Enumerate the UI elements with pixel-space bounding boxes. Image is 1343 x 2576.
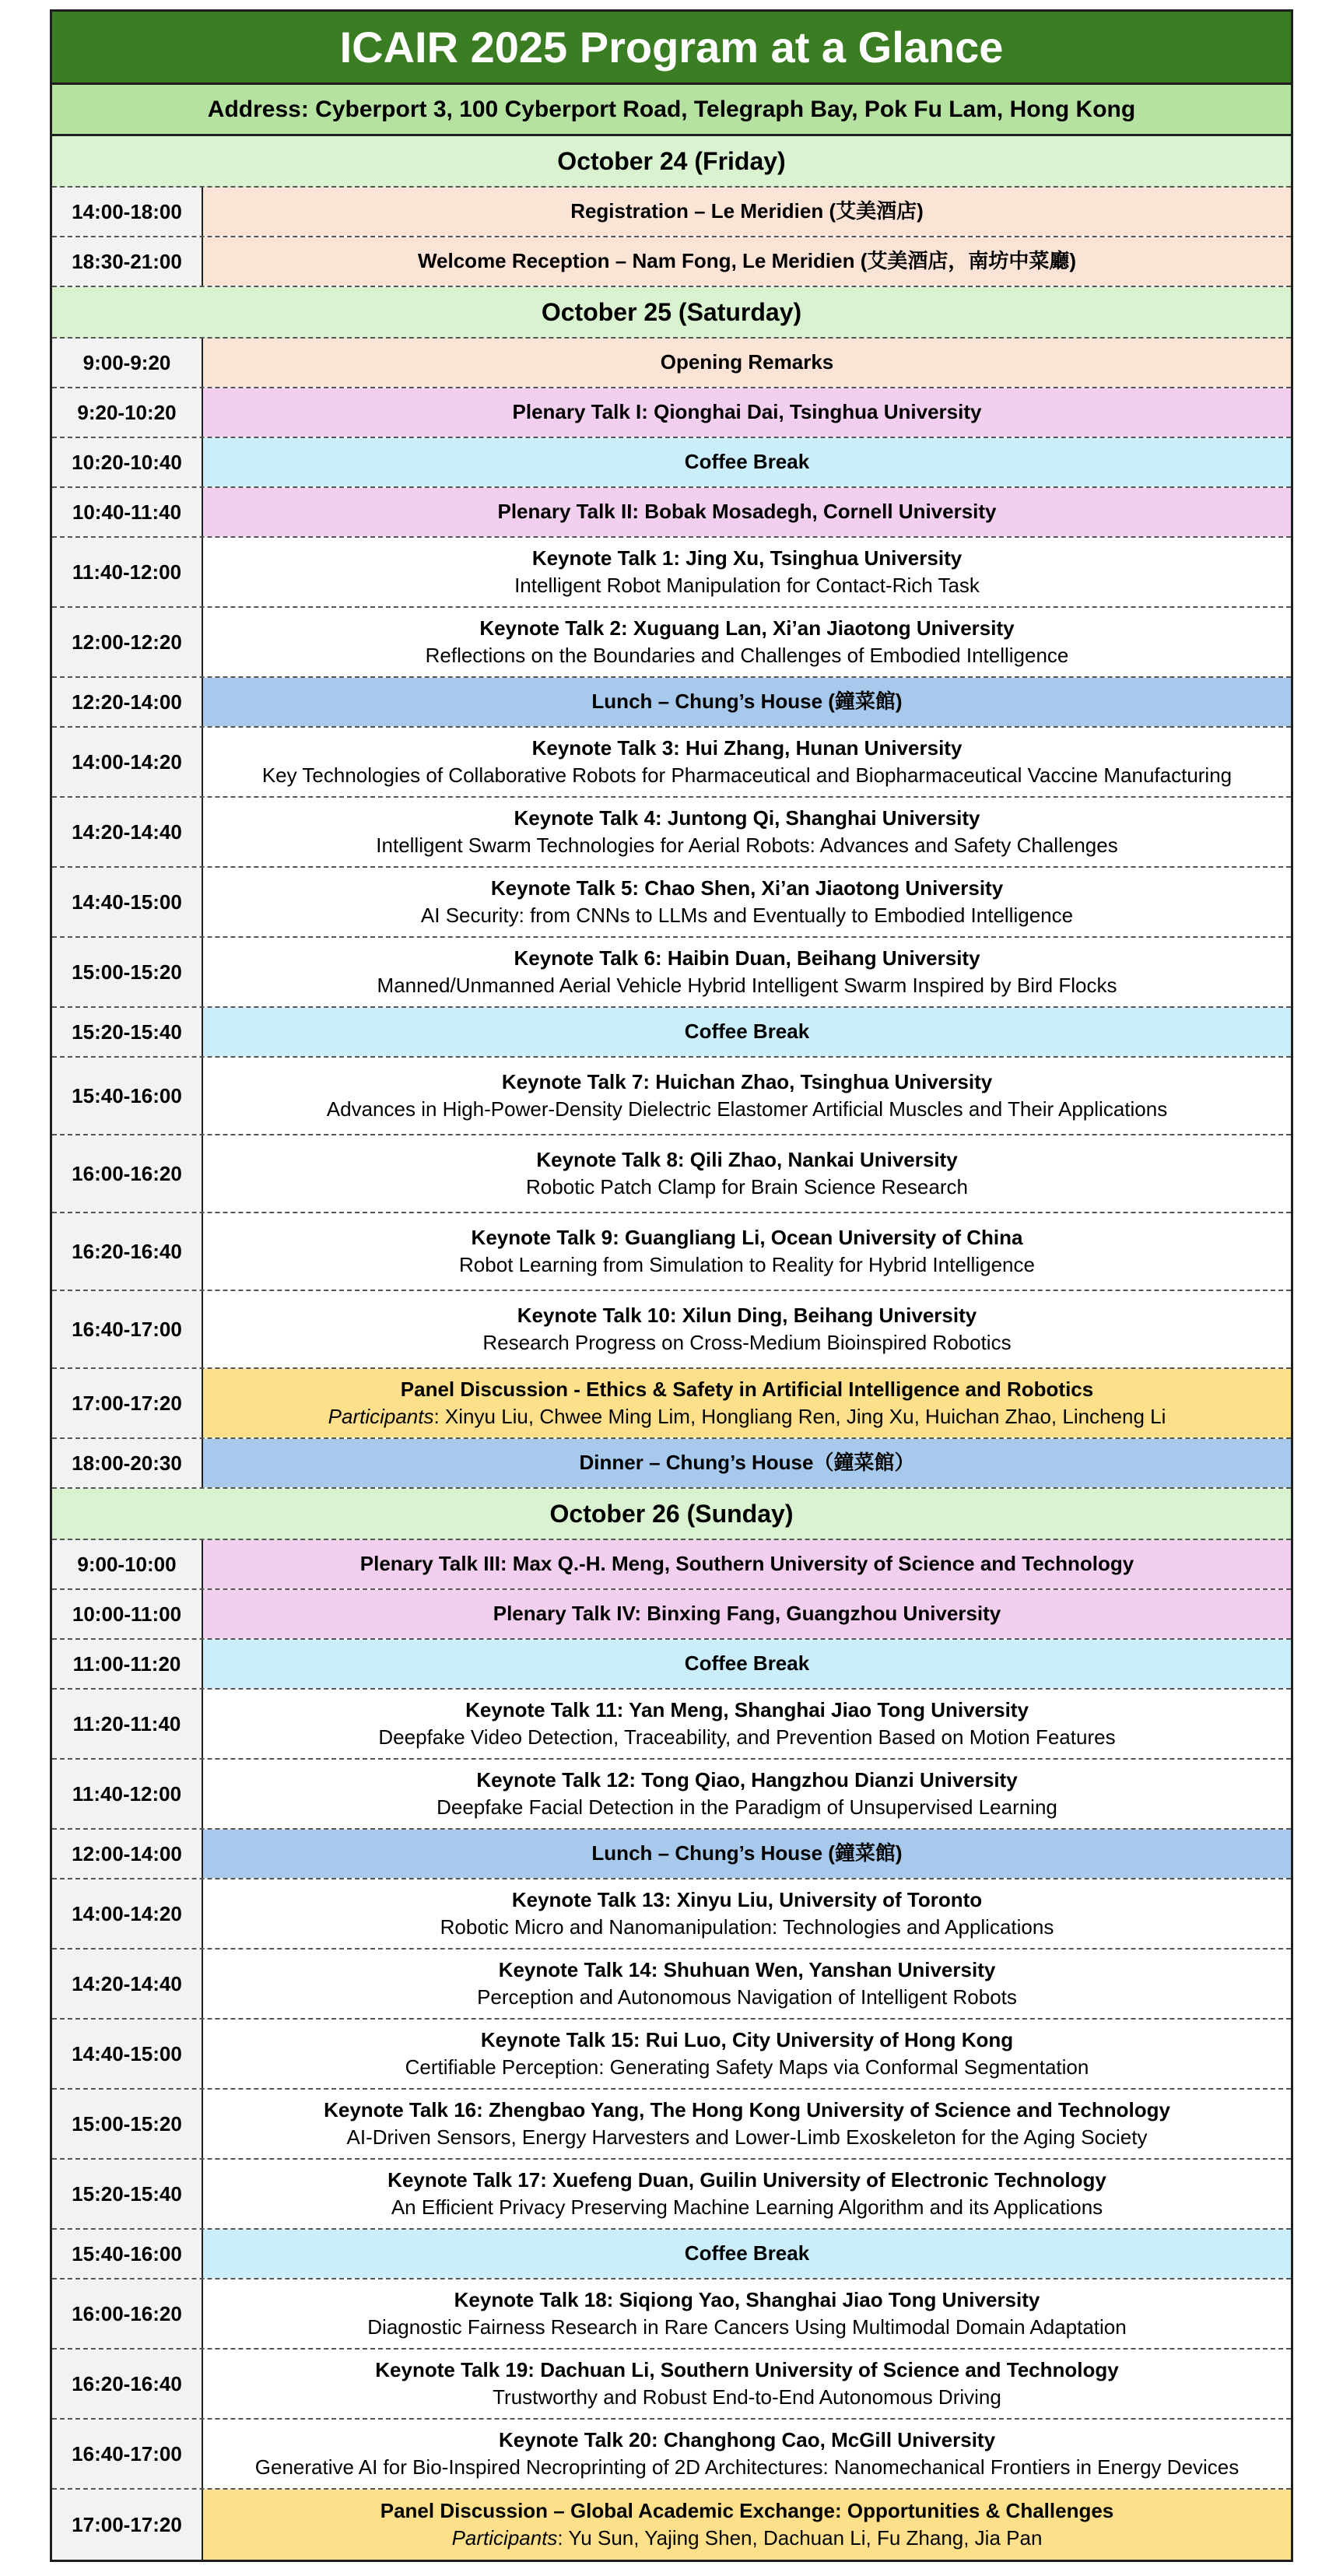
session-time: 11:40-12:00 xyxy=(52,1760,203,1828)
session-title: Keynote Talk 6: Haibin Duan, Beihang University xyxy=(514,946,980,970)
session-time: 16:40-17:00 xyxy=(52,1291,203,1367)
session-content xyxy=(203,678,1291,726)
schedule-row xyxy=(52,1369,1291,1439)
address-banner: Address: Cyberport 3, 100 Cyberport Road, Telegraph Bay, Pok Fu Lam, Hong Kong xyxy=(52,85,1291,136)
session-title: Keynote Talk 10: Xilun Ding, Beihang University xyxy=(517,1303,977,1327)
schedule-row xyxy=(52,1640,1291,1690)
schedule-row xyxy=(52,2420,1291,2490)
session-time: 14:40-15:00 xyxy=(52,868,203,936)
session-time: 12:00-12:20 xyxy=(52,608,203,676)
talk-topic: Manned/Unmanned Aerial Vehicle Hybrid Intelligent Swarm Inspired by Bird Flocks xyxy=(377,974,1117,997)
talk-topic: Trustworthy and Robust End-to-End Autonomous Driving xyxy=(493,2385,1001,2409)
talk-topic: AI-Driven Sensors, Energy Harvesters and Lower-Limb Exoskeleton for the Aging Society xyxy=(346,2125,1148,2149)
session-time: 11:00-11:20 xyxy=(52,1640,203,1688)
participants-names: : Yu Sun, Yajing Shen, Dachuan Li, Fu Zhang, Jia Pan xyxy=(557,2526,1043,2550)
session-time: 15:40-16:00 xyxy=(52,2230,203,2278)
session-time: 15:00-15:20 xyxy=(52,938,203,1006)
session-time: 15:40-16:00 xyxy=(52,1058,203,1134)
session-content xyxy=(203,1950,1291,2018)
session-content xyxy=(203,728,1291,796)
schedule-row xyxy=(52,438,1291,488)
schedule-row xyxy=(52,868,1291,938)
session-content xyxy=(203,1590,1291,1638)
session-time: 9:00-9:20 xyxy=(52,339,203,387)
session-title: Lunch – Chung’s House (鐘菜館) xyxy=(591,690,903,714)
schedule-row xyxy=(52,1008,1291,1058)
session-content xyxy=(203,438,1291,486)
schedule-row xyxy=(52,1590,1291,1640)
session-content xyxy=(203,2090,1291,2158)
session-content xyxy=(203,2420,1291,2488)
session-title: Keynote Talk 11: Yan Meng, Shanghai Jiao Tong University xyxy=(465,1697,1029,1721)
session-time: 14:40-15:00 xyxy=(52,2020,203,2088)
session-title: Keynote Talk 15: Rui Luo, City University of Hong Kong xyxy=(480,2027,1014,2051)
schedule-row xyxy=(52,1135,1291,1213)
session-content xyxy=(203,2350,1291,2418)
session-content xyxy=(203,1540,1291,1588)
session-time: 14:00-18:00 xyxy=(52,188,203,236)
session-content xyxy=(203,1690,1291,1758)
participants-label: Participants xyxy=(328,1405,434,1428)
schedule-row xyxy=(52,339,1291,388)
session-content xyxy=(203,1213,1291,1290)
schedule-row xyxy=(52,188,1291,237)
session-content xyxy=(203,2279,1291,2348)
session-content xyxy=(203,938,1291,1006)
session-content xyxy=(203,798,1291,866)
session-title: Keynote Talk 5: Chao Shen, Xi’an Jiaotong University xyxy=(490,876,1004,900)
panel-participants xyxy=(452,2525,1043,2552)
session-content xyxy=(203,2020,1291,2088)
session-content xyxy=(203,2490,1291,2560)
session-time: 16:20-16:40 xyxy=(52,1213,203,1290)
talk-topic: Robot Learning from Simulation to Reality for Hybrid Intelligence xyxy=(459,1253,1035,1276)
session-title: Keynote Talk 18: Siqiong Yao, Shanghai Jiao Tong University xyxy=(454,2287,1040,2311)
session-title: Coffee Break xyxy=(684,1651,810,1676)
session-title: Keynote Talk 13: Xinyu Liu, University of Toronto xyxy=(511,1887,983,1911)
schedule-row xyxy=(52,728,1291,798)
session-content xyxy=(203,237,1291,286)
session-time: 12:20-14:00 xyxy=(52,678,203,726)
schedule-row xyxy=(52,1950,1291,2020)
session-time: 16:00-16:20 xyxy=(52,2279,203,2348)
schedule-row xyxy=(52,678,1291,728)
schedule-row xyxy=(52,1058,1291,1135)
session-content xyxy=(203,188,1291,236)
talk-topic: Key Technologies of Collaborative Robots for Pharmaceutical and Biopharmaceutical Vaccine Manufacturing xyxy=(261,763,1233,787)
session-content xyxy=(203,1291,1291,1367)
session-time: 10:40-11:40 xyxy=(52,488,203,536)
session-content xyxy=(203,1058,1291,1134)
session-title: Dinner – Chung’s House（鐘菜館） xyxy=(579,1451,915,1475)
session-title: Keynote Talk 3: Hui Zhang, Hunan University xyxy=(531,735,963,760)
session-title: Keynote Talk 2: Xuguang Lan, Xi’an Jiaotong University xyxy=(479,616,1015,640)
talk-topic: Diagnostic Fairness Research in Rare Cancers Using Multimodal Domain Adaptation xyxy=(367,2315,1127,2339)
schedule-row xyxy=(52,488,1291,538)
schedule-row xyxy=(52,2490,1291,2560)
session-title: Keynote Talk 20: Changhong Cao, McGill University xyxy=(498,2427,996,2451)
schedule-row xyxy=(52,237,1291,287)
schedule-row xyxy=(52,1830,1291,1879)
session-title: Keynote Talk 14: Shuhuan Wen, Yanshan University xyxy=(498,1957,996,1981)
schedule-row xyxy=(52,2090,1291,2160)
session-title: Welcome Reception – Nam Fong, Le Meridien (艾美酒店，南坊中菜廳) xyxy=(417,249,1077,273)
session-content xyxy=(203,1760,1291,1828)
session-title: Plenary Talk III: Max Q.-H. Meng, Southern University of Science and Technology xyxy=(359,1552,1134,1576)
participants-label: Participants xyxy=(451,2526,558,2550)
session-time: 17:00-17:20 xyxy=(52,2490,203,2560)
session-content xyxy=(203,2230,1291,2278)
session-title: Plenary Talk I: Qionghai Dai, Tsinghua University xyxy=(512,400,982,424)
program-table xyxy=(50,9,1293,2562)
session-content xyxy=(203,1879,1291,1948)
session-title: Coffee Break xyxy=(684,450,810,474)
talk-topic: Intelligent Swarm Technologies for Aerial Robots: Advances and Safety Challenges xyxy=(376,834,1118,857)
schedule-row xyxy=(52,1760,1291,1830)
session-title: Keynote Talk 9: Guangliang Li, Ocean University of China xyxy=(471,1225,1023,1249)
session-title: Keynote Talk 12: Tong Qiao, Hangzhou Dianzi University xyxy=(476,1767,1018,1792)
session-title: Coffee Break xyxy=(684,1020,810,1044)
talk-topic: Deepfake Video Detection, Traceability, and Prevention Based on Motion Features xyxy=(378,1725,1116,1749)
schedule-row xyxy=(52,2279,1291,2350)
schedule-row xyxy=(52,2160,1291,2230)
schedule-row xyxy=(52,538,1291,608)
talk-topic: Intelligent Robot Manipulation for Contact-Rich Task xyxy=(514,574,980,597)
schedule-row xyxy=(52,1439,1291,1489)
talk-topic: Reflections on the Boundaries and Challenges of Embodied Intelligence xyxy=(425,644,1069,667)
session-content xyxy=(203,2160,1291,2228)
session-content xyxy=(203,339,1291,387)
session-content xyxy=(203,868,1291,936)
session-time: 14:20-14:40 xyxy=(52,1950,203,2018)
schedule-row xyxy=(52,2020,1291,2090)
schedule-row xyxy=(52,1690,1291,1760)
talk-topic: Advances in High-Power-Density Dielectric Elastomer Artificial Muscles and Their Applications xyxy=(326,1097,1168,1121)
day-header: October 24 (Friday) xyxy=(52,136,1291,188)
participants-names: : Xinyu Liu, Chwee Ming Lim, Hongliang Ren, Jing Xu, Huichan Zhao, Lincheng Li xyxy=(433,1405,1166,1428)
session-content xyxy=(203,388,1291,437)
session-time: 15:00-15:20 xyxy=(52,2090,203,2158)
session-title: Keynote Talk 16: Zhengbao Yang, The Hong Kong University of Science and Technology xyxy=(324,2097,1170,2122)
schedule-row xyxy=(52,1879,1291,1950)
session-content xyxy=(203,538,1291,606)
schedule-row xyxy=(52,2230,1291,2279)
session-time: 10:00-11:00 xyxy=(52,1590,203,1638)
session-title: Keynote Talk 1: Jing Xu, Tsinghua University xyxy=(531,546,963,570)
session-time: 18:00-20:30 xyxy=(52,1439,203,1487)
talk-topic: An Efficient Privacy Preserving Machine Learning Algorithm and its Applications xyxy=(391,2195,1103,2219)
session-time: 15:20-15:40 xyxy=(52,1008,203,1056)
session-content xyxy=(203,608,1291,676)
talk-topic: Robotic Micro and Nanomanipulation: Technologies and Applications xyxy=(440,1915,1054,1939)
session-title: Keynote Talk 7: Huichan Zhao, Tsinghua University xyxy=(501,1069,993,1093)
session-content xyxy=(203,1439,1291,1487)
day-header: October 25 (Saturday) xyxy=(52,287,1291,339)
session-title: Registration – Le Meridien (艾美酒店) xyxy=(570,199,924,223)
session-title: Panel Discussion – Global Academic Exchange: Opportunities & Challenges xyxy=(380,2498,1114,2522)
schedule-row xyxy=(52,1540,1291,1590)
talk-topic: Generative AI for Bio-Inspired Necroprinting of 2D Architectures: Nanomechanical Frontiers in Energy Devices xyxy=(254,2455,1240,2479)
session-time: 16:20-16:40 xyxy=(52,2350,203,2418)
session-title: Keynote Talk 19: Dachuan Li, Southern University of Science and Technology xyxy=(375,2357,1119,2381)
session-time: 15:20-15:40 xyxy=(52,2160,203,2228)
session-time: 11:40-12:00 xyxy=(52,538,203,606)
talk-topic: Certifiable Perception: Generating Safety Maps via Conformal Segmentation xyxy=(405,2055,1089,2079)
session-time: 10:20-10:40 xyxy=(52,438,203,486)
schedule-body xyxy=(52,136,1291,2560)
session-time: 9:00-10:00 xyxy=(52,1540,203,1588)
session-time: 11:20-11:40 xyxy=(52,1690,203,1758)
session-time: 14:20-14:40 xyxy=(52,798,203,866)
session-content xyxy=(203,1008,1291,1056)
session-title: Plenary Talk IV: Binxing Fang, Guangzhou University xyxy=(493,1602,1001,1626)
session-content xyxy=(203,488,1291,536)
session-title: Coffee Break xyxy=(684,2241,810,2265)
session-title: Keynote Talk 17: Xuefeng Duan, Guilin University of Electronic Technology xyxy=(387,2167,1106,2192)
day-header: October 26 (Sunday) xyxy=(52,1489,1291,1540)
session-time: 16:00-16:20 xyxy=(52,1135,203,1212)
session-time: 12:00-14:00 xyxy=(52,1830,203,1878)
talk-topic: Robotic Patch Clamp for Brain Science Research xyxy=(526,1175,968,1199)
talk-topic: Deepfake Facial Detection in the Paradigm of Unsupervised Learning xyxy=(437,1795,1057,1819)
session-title: Panel Discussion - Ethics & Safety in Artificial Intelligence and Robotics xyxy=(400,1377,1094,1401)
schedule-row xyxy=(52,2350,1291,2420)
panel-participants xyxy=(328,1403,1166,1430)
schedule-row xyxy=(52,1213,1291,1291)
talk-topic: Perception and Autonomous Navigation of Intelligent Robots xyxy=(477,1985,1017,2009)
session-time: 16:40-17:00 xyxy=(52,2420,203,2488)
session-time: 9:20-10:20 xyxy=(52,388,203,437)
schedule-row xyxy=(52,608,1291,678)
session-content xyxy=(203,1830,1291,1878)
session-time: 14:00-14:20 xyxy=(52,1879,203,1948)
schedule-row xyxy=(52,938,1291,1008)
schedule-row xyxy=(52,798,1291,868)
page-title: ICAIR 2025 Program at a Glance xyxy=(52,12,1291,85)
session-title: Plenary Talk II: Bobak Mosadegh, Cornell University xyxy=(497,500,997,524)
session-time: 14:00-14:20 xyxy=(52,728,203,796)
schedule-row xyxy=(52,1291,1291,1369)
session-content xyxy=(203,1640,1291,1688)
session-time: 18:30-21:00 xyxy=(52,237,203,286)
session-title: Keynote Talk 8: Qili Zhao, Nankai University xyxy=(536,1147,958,1171)
session-time: 17:00-17:20 xyxy=(52,1369,203,1437)
session-title: Keynote Talk 4: Juntong Qi, Shanghai University xyxy=(514,805,980,830)
schedule-row xyxy=(52,388,1291,438)
session-content xyxy=(203,1135,1291,1212)
session-title: Opening Remarks xyxy=(660,350,834,374)
session-content xyxy=(203,1369,1291,1437)
session-title: Lunch – Chung’s House (鐘菜館) xyxy=(591,1841,903,1865)
talk-topic: AI Security: from CNNs to LLMs and Eventually to Embodied Intelligence xyxy=(420,904,1074,927)
talk-topic: Research Progress on Cross-Medium Bioinspired Robotics xyxy=(482,1331,1012,1354)
